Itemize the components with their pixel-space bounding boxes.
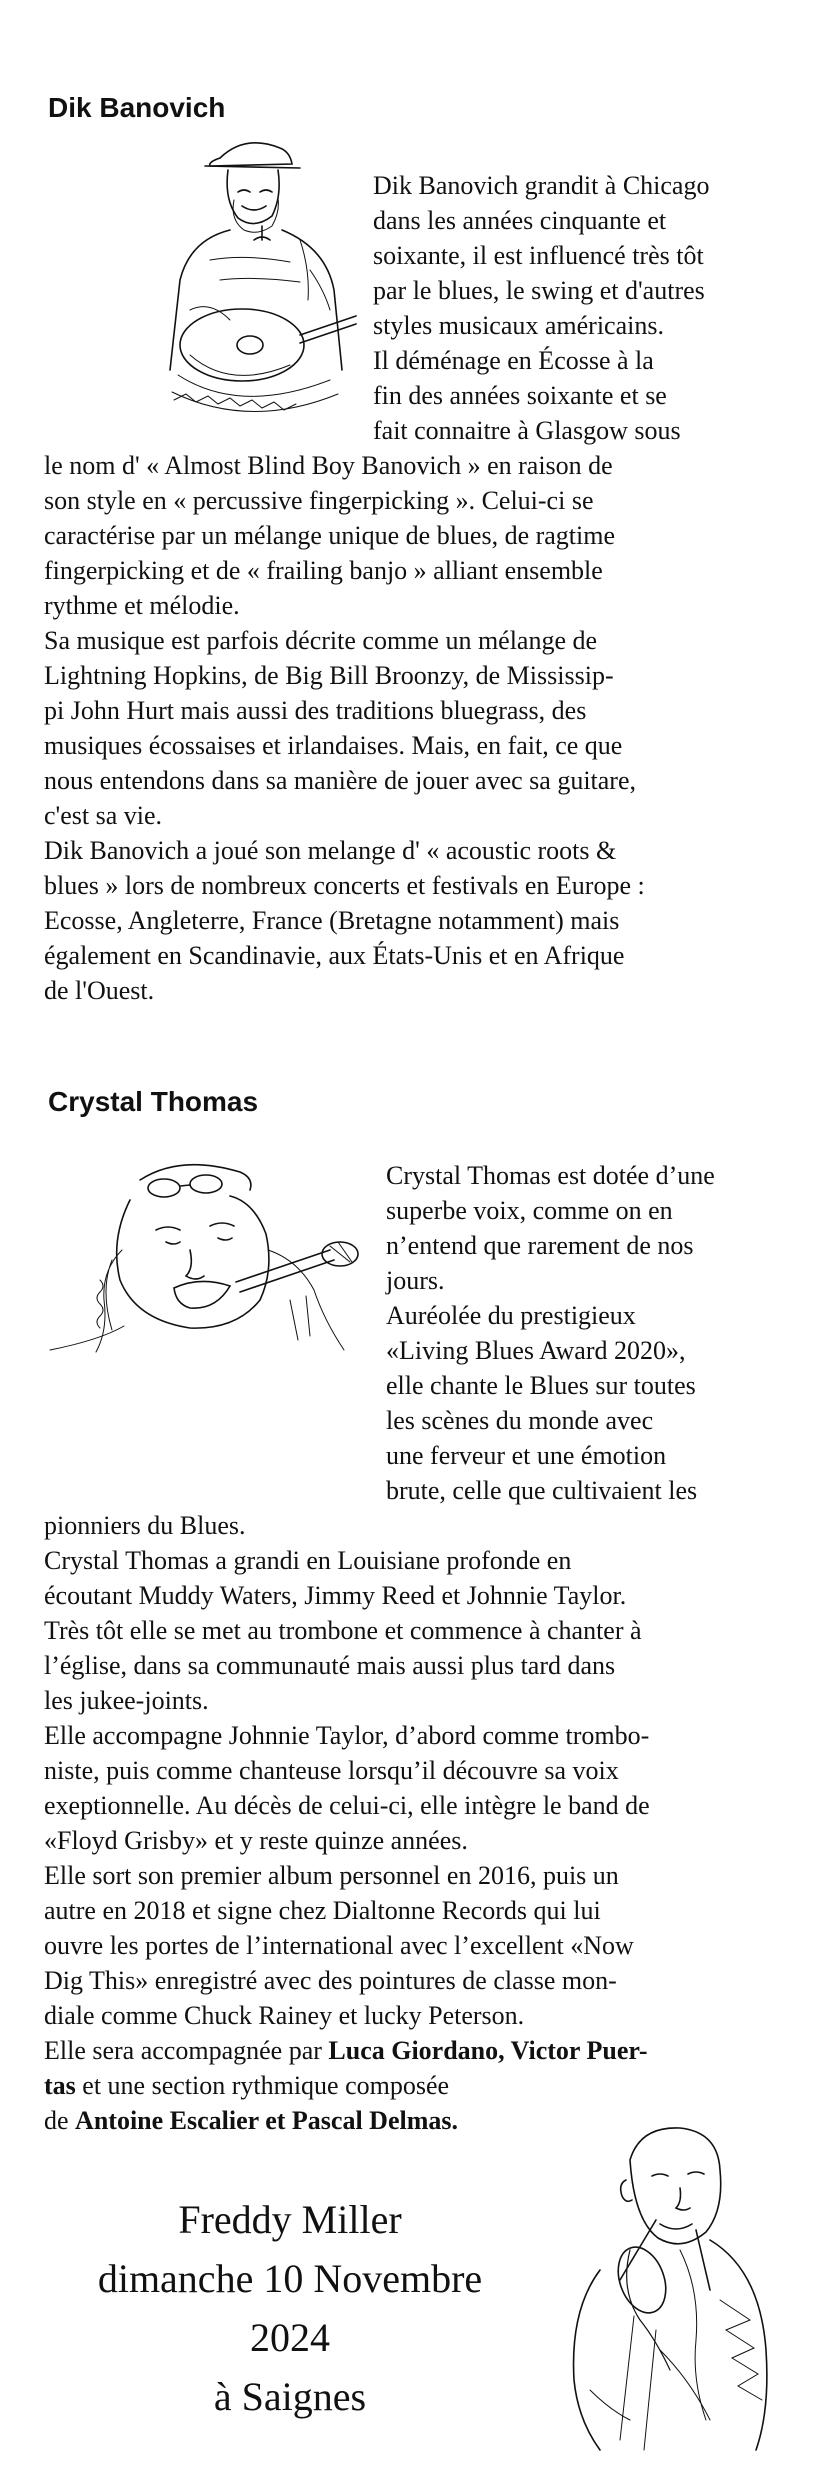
concert-venue: à Saignes [213, 2374, 367, 2419]
concert-year: 2024 [250, 2315, 330, 2360]
singer-sketch [40, 1150, 370, 1360]
artist2-band-lineup: Elle sera accompagnée par Luca Giordano, Victor Puer- tas et une section rythmique composée de Antoine Escalier et Pascal Delmas. [44, 2036, 648, 2135]
artist2-name: Crystal Thomas [48, 1086, 259, 1117]
artist2-bio-body: pionniers du Blues. Crystal Thomas a grandi en Louisiane profonde en écoutant Muddy Waters, Jimmy Reed et Johnnie Taylor. Très tôt elle se met au trombone et commence à chanter à l’église, dans sa communauté mais aussi plus tard dans les jukee-joints. Elle accompagne Johnnie Taylor, d’abord comme trombo- niste, puis comme chanteuse lorsqu’il découvre sa voix exeptionnelle. Au décès de celui-ci, elle intègre le band de «Floyd Grisby» et y reste quinze années. Elle sort son premier album personnel en 2016, puis un autre en 2018 et signe chez Dialtonne Records qui lui ouvre les portes de l’international avec l’excellent «Now Dig This» enregistré avec des pointures de classe mon- diale comme Chuck Rainey et lucky Peterson. [44, 1511, 650, 2030]
guitarist-sketch [150, 130, 360, 430]
artist1-bio-body: le nom d' « Almost Blind Boy Banovich » en raison de son style en « percussive fingerpicking ». Celui-ci se caractérise par un mélange unique de blues, de ragtime fingerpicking et de « frailing banjo » alliant ensemble rythme et mélodie. Sa musique est parfois décrite comme un mélange de Lightning Hopkins, de Big Bill Broonzy, de Mississip- pi John Hurt mais aussi des traditions bluegrass, des musiques écossaises et irlandaises. Mais, en fait, ce que nous entendons dans sa manière de jouer avec sa guitare, c'est sa vie. Dik Banovich a joué son melange d' « acoustic roots & blues » lors de nombreux concerts et festivals en Europe : Ecosse, Angleterre, France (Bretagne notamment) mais également en Scandinavie, aux États-Unis et en Afrique de l'Ouest. [44, 451, 645, 1005]
concert-announcement [30, 2190, 550, 2426]
harmonica-player-sketch [560, 2120, 780, 2460]
artist1-bio-intro: Dik Banovich grandit à Chicago dans les années cinquante et soixante, il est influencé très tôt par le blues, le swing et d'autres styles musicaux américains. Il déménage en Écosse à la fin des années soixante et se fait connaitre à Glasgow sous [373, 171, 710, 445]
artist1-name: Dik Banovich [48, 92, 226, 123]
concert-date: dimanche 10 Novembre [97, 2256, 483, 2301]
artist2-bio-intro: Crystal Thomas est dotée d’une superbe voix, comme on en n’entend que rarement de nos jours. Auréolée du prestigieux «Living Blues Award 2020», elle chante le Blues sur toutes les scènes du monde avec une ferveur et une émotion brute, celle que cultivaient les [386, 1161, 715, 1505]
concert-artist: Freddy Miller [178, 2197, 402, 2242]
